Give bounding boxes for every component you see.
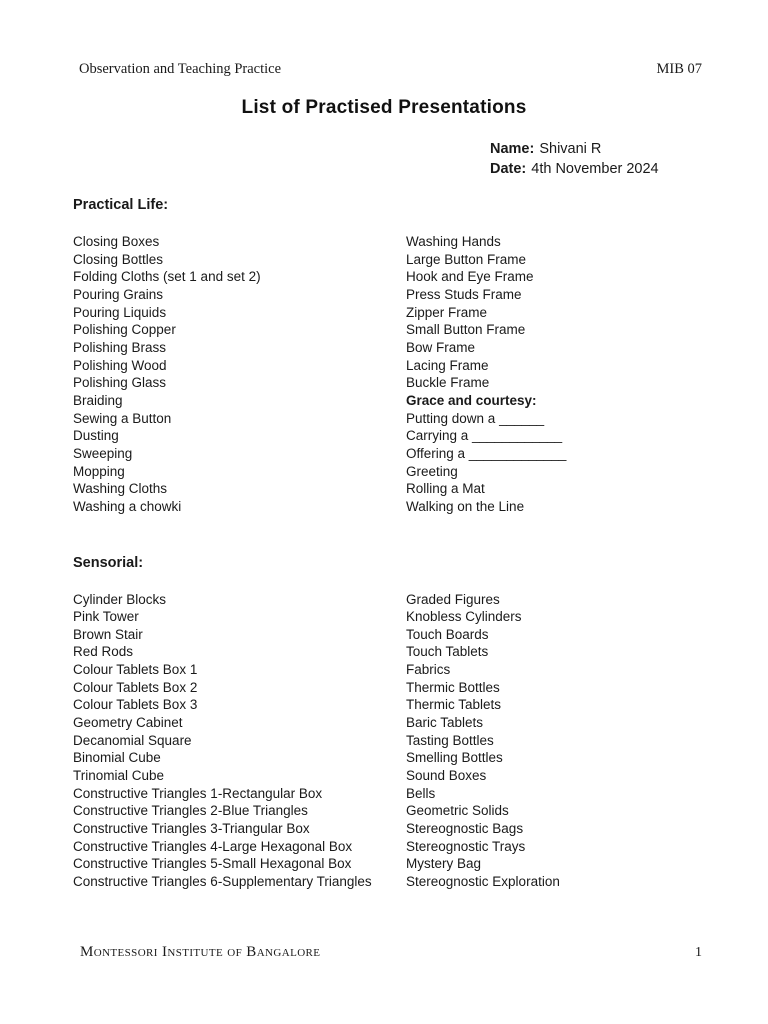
list-item: Polishing Brass bbox=[73, 339, 167, 355]
list-item: Polishing Copper bbox=[73, 322, 176, 338]
date-line bbox=[490, 160, 702, 180]
list-item: Polishing Glass bbox=[73, 375, 167, 391]
page-number: 1 bbox=[695, 945, 702, 960]
section-heading-sensorial: Sensorial: bbox=[73, 554, 144, 571]
footer-institute-name: Montessori Institute of Bangalore bbox=[80, 944, 321, 960]
list-item: Greeting bbox=[406, 463, 458, 479]
list-item: Zipper Frame bbox=[406, 304, 488, 320]
list-item: Buckle Frame bbox=[406, 375, 490, 391]
list-item: Folding Cloths (set 1 and set 2) bbox=[73, 269, 261, 285]
list-item: Offering a _____________ bbox=[406, 445, 567, 461]
list-item: Sweeping bbox=[73, 445, 133, 461]
list-item: Press Studs Frame bbox=[406, 286, 522, 302]
practical-life-columns bbox=[0, 233, 768, 516]
list-item: Stereognostic Exploration bbox=[406, 874, 560, 889]
name-label: Name: bbox=[490, 141, 535, 157]
section-practical-life bbox=[0, 197, 768, 516]
list-item: Walking on the Line bbox=[406, 498, 525, 514]
header-right-text: MIB 07 bbox=[656, 61, 702, 77]
list-item: Mopping bbox=[73, 463, 125, 479]
list-item: Washing Cloths bbox=[73, 481, 168, 497]
section-heading-practical-life: Practical Life: bbox=[73, 197, 169, 213]
list-item: Constructive Triangles 2-Blue Triangles bbox=[73, 803, 308, 819]
list-item: Decanomial Square bbox=[73, 732, 192, 748]
list-item: Small Button Frame bbox=[406, 322, 526, 338]
list-item: Constructive Triangles 6-Supplementary Triangles bbox=[73, 874, 372, 889]
list-item: Baric Tablets bbox=[406, 715, 484, 731]
list-item: Colour Tablets Box 3 bbox=[73, 697, 198, 713]
list-item: Bow Frame bbox=[406, 339, 476, 355]
list-item: Braiding bbox=[73, 392, 123, 408]
list-item: Binomial Cube bbox=[73, 750, 161, 766]
list-item: Brown Stair bbox=[73, 626, 143, 642]
date-label: Date: bbox=[490, 160, 527, 177]
list-item: Polishing Wood bbox=[73, 357, 167, 373]
list-item: Grace and courtesy: bbox=[406, 392, 537, 408]
list-item: Thermic Bottles bbox=[406, 679, 500, 695]
list-item: Cylinder Blocks bbox=[73, 591, 167, 607]
name-value: Shivani R bbox=[539, 141, 602, 157]
page-header bbox=[0, 0, 768, 77]
list-item: Constructive Triangles 4-Large Hexagonal Box bbox=[73, 838, 353, 854]
list-item: Touch Tablets bbox=[406, 644, 489, 660]
list-item: Thermic Tablets bbox=[406, 697, 502, 713]
list-item: Rolling a Mat bbox=[406, 481, 485, 497]
name-line bbox=[490, 140, 702, 160]
list-item: Geometric Solids bbox=[406, 803, 509, 819]
sensorial-right-column bbox=[406, 591, 702, 891]
list-item: Geometry Cabinet bbox=[73, 715, 183, 731]
list-item: Large Button Frame bbox=[406, 251, 527, 267]
list-item: Constructive Triangles 3-Triangular Box bbox=[73, 821, 310, 837]
list-item: Putting down a ______ bbox=[406, 410, 545, 426]
page-title: List of Practised Presentations bbox=[241, 97, 527, 118]
list-item: Lacing Frame bbox=[406, 357, 489, 373]
list-item: Constructive Triangles 1-Rectangular Box bbox=[73, 785, 323, 801]
list-item: Graded Figures bbox=[406, 591, 500, 607]
list-item: Smelling Bottles bbox=[406, 750, 503, 766]
list-item: Washing Hands bbox=[406, 234, 501, 249]
list-item: Mystery Bag bbox=[406, 856, 482, 872]
meta-block bbox=[490, 140, 702, 179]
list-item: Sound Boxes bbox=[406, 768, 487, 784]
date-value: 4th November 2024 bbox=[531, 160, 659, 177]
list-item: Closing Bottles bbox=[73, 251, 164, 267]
list-item: Sewing a Button bbox=[73, 410, 172, 426]
list-item: Closing Boxes bbox=[73, 234, 160, 249]
list-item: Carrying a ____________ bbox=[406, 428, 563, 444]
list-item: Red Rods bbox=[73, 644, 134, 660]
list-item: Dusting bbox=[73, 428, 119, 444]
list-item: Fabrics bbox=[406, 662, 451, 678]
list-item: Touch Boards bbox=[406, 626, 489, 642]
page-footer bbox=[80, 944, 702, 961]
list-item: Washing a chowki bbox=[73, 498, 182, 514]
list-item: Pouring Liquids bbox=[73, 304, 167, 320]
list-item: Pink Tower bbox=[73, 609, 139, 625]
list-item: Colour Tablets Box 2 bbox=[73, 679, 198, 695]
list-item: Bells bbox=[406, 785, 436, 801]
section-sensorial bbox=[0, 555, 768, 891]
list-item: Stereognostic Trays bbox=[406, 838, 526, 854]
practical-life-right-column bbox=[406, 233, 702, 516]
list-item: Tasting Bottles bbox=[406, 732, 494, 748]
list-item: Trinomial Cube bbox=[73, 768, 165, 784]
list-item: Stereognostic Bags bbox=[406, 821, 524, 837]
list-item: Colour Tablets Box 1 bbox=[73, 662, 198, 678]
header-left-text: Observation and Teaching Practice bbox=[79, 61, 282, 77]
list-item: Knobless Cylinders bbox=[406, 609, 522, 625]
sensorial-columns bbox=[0, 591, 768, 891]
list-item: Constructive Triangles 5-Small Hexagonal Box bbox=[73, 856, 352, 872]
practical-life-left-column bbox=[73, 233, 406, 516]
list-item: Hook and Eye Frame bbox=[406, 269, 534, 285]
sensorial-left-column bbox=[73, 591, 406, 891]
list-item: Pouring Grains bbox=[73, 286, 164, 302]
